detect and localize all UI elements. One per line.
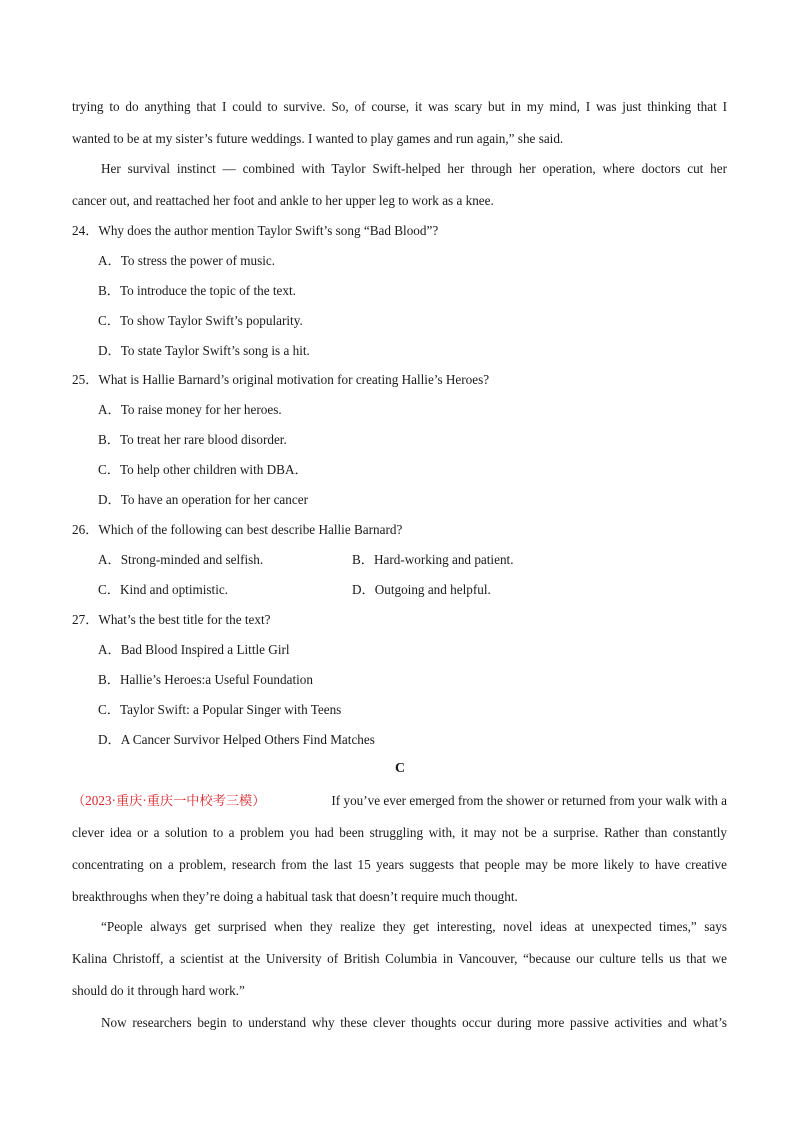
question-24-option-d: D．To state Taylor Swift’s song is a hit. (98, 343, 310, 358)
question-25-option-c: C．To help other children with DBA． (98, 462, 308, 477)
section-c-p1-line-1 (72, 793, 727, 809)
question-26-option-d: D．Outgoing and helpful. (352, 582, 491, 597)
question-24-option-a: A．To stress the power of music. (98, 253, 276, 268)
section-c-p2-line-3: should do it through hard work.” (72, 983, 245, 998)
question-26-stem: 26．Which of the following can best describe Hallie Barnard? (72, 522, 403, 537)
question-27-option-d: D．A Cancer Survivor Helped Others Find Matches (98, 732, 375, 747)
question-26-option-c: C．Kind and optimistic. (98, 582, 229, 597)
section-c-p3-line-1: Now researchers begin to understand why these clever thoughts occur during more passive activities and what’s (101, 1015, 727, 1030)
question-24-option-b: B．To introduce the topic of the text. (98, 283, 296, 298)
question-24-stem: 24．Why does the author mention Taylor Swift’s song “Bad Blood”? (72, 223, 439, 238)
question-27-option-c: C．Taylor Swift: a Popular Singer with Teens (98, 702, 342, 717)
passage-b-p2-line-2: cancer out, and reattached her foot and ankle to her upper leg to work as a knee. (72, 193, 494, 208)
section-c-p1-line-3: concentrating on a problem, research from the last 15 years suggests that people may be more likely to have creative (72, 857, 727, 872)
passage-b-p1-line-1: trying to do anything that I could to survive. So, of course, it was scary but in my mind, I was just thinking that I (72, 99, 727, 114)
section-c-p1-line-4: breakthroughs when they’re doing a habitual task that doesn’t require much thought. (72, 889, 518, 904)
question-25-option-d: D．To have an operation for her cancer (98, 492, 308, 507)
section-c-heading: C (394, 761, 406, 776)
question-25-option-a: A．To raise money for her heroes. (98, 402, 282, 417)
question-24-option-c: C．To show Taylor Swift’s popularity. (98, 313, 303, 328)
question-26-option-b: B．Hard-working and patient. (352, 552, 514, 567)
section-c-p2-line-2: Kalina Christoff, a scientist at the University of British Columbia in Vancouver, “because our culture tells us that we (72, 951, 727, 966)
passage-b-p1-line-2: wanted to be at my sister’s future weddings. I wanted to play games and run again,” she said. (72, 131, 564, 146)
question-26-option-a: A．Strong-minded and selfish. (98, 552, 264, 567)
question-25-stem: 25．What is Hallie Barnard’s original motivation for creating Hallie’s Heroes? (72, 372, 490, 387)
source-citation: （2023·重庆·重庆一中校考三模） (72, 793, 266, 808)
section-c-p2-line-1: “People always get surprised when they realize they get interesting, novel ideas at unexpected times,” says (101, 919, 727, 934)
section-c-p1-first-text: If you’ve ever emerged from the shower or returned from your walk with a (331, 793, 727, 808)
question-27-option-a: A．Bad Blood Inspired a Little Girl (98, 642, 290, 657)
section-c-p1-line-2: clever idea or a solution to a problem you had been struggling with, it may not be a surprise. Rather than constantly (72, 825, 727, 840)
question-27-option-b: B．Hallie’s Heroes:a Useful Foundation (98, 672, 313, 687)
question-25-option-b: B．To treat her rare blood disorder. (98, 432, 287, 447)
question-27-stem: 27．What’s the best title for the text? (72, 612, 271, 627)
passage-b-p2-line-1: Her survival instinct — combined with Taylor Swift-helped her through her operation, where doctors cut her (101, 161, 727, 176)
